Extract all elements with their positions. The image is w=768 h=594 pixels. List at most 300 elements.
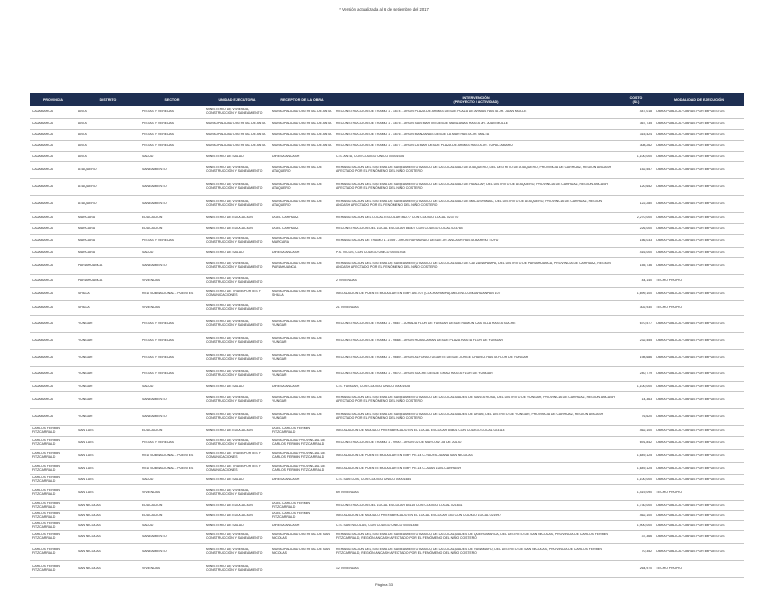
table-row	[30, 316, 744, 333]
cell-modalidad: OBRA PÚBLICA / OBRAS POR IMPUESTOS	[656, 154, 725, 158]
cell-unidad-ejecutora: MUNICIPALIDAD DISTRITAL DE ANTA	[206, 144, 266, 148]
cell-modalidad: TECHO PROPIO	[656, 567, 682, 571]
cell-sector: PISTAS Y VEREDAS	[142, 372, 175, 376]
table-row	[30, 561, 744, 578]
cell-intervencion: REHABILITACIÓN DEL SISTEMA DE SANEAMIENTO BÁSICO DE LA LOCALIDAD DE MACUSPAMAC, DEL DISTRITO DE ATAQUERO, PROVINCIA DE CARHUAZ, REGIÓN ANCASH AFECTADO POR EL FENÓMENO DEL NIÑO COSTERO	[336, 200, 602, 207]
cell-modalidad: OBRA PÚBLICA / OBRAS POR IMPUESTOS	[656, 356, 725, 360]
cell-unidad-ejecutora: MINISTERIO DE VIVIENDA, CONSTRUCCIÓN Y SANEAMIENTO	[206, 354, 263, 361]
cell-distrito: SAN NICOLAS	[78, 503, 101, 507]
cell-modalidad: OBRA PÚBLICA / OBRAS POR IMPUESTOS	[656, 535, 725, 539]
cell-sector: PISTAS Y VEREDAS	[142, 441, 175, 445]
cell-distrito: ANTA	[78, 122, 87, 126]
cell-provincia: CARLOS FERMIN FITZCARRALD	[32, 427, 60, 434]
cell-provincia: CAJAMARCA	[32, 250, 53, 254]
table-row	[30, 531, 744, 544]
cell-costo: 152,557	[639, 168, 652, 172]
cell-sector: PISTAS Y VEREDAS	[142, 339, 175, 343]
cell-costo: 2,270,000	[636, 216, 652, 220]
cell-intervencion: 21 VIVIENDAS	[336, 306, 359, 310]
cell-receptor: DIRESA ANCASH	[272, 384, 300, 388]
header-modalidad: MODALIDAD DE EJECUCIÓN	[674, 97, 724, 102]
cell-intervencion: C.S. SAN LUIS, CON CÓDIGO ÚNICO 00001484	[336, 477, 411, 481]
cell-receptor: UGEL CARLOS FERMIN FITZCARRALD	[272, 501, 310, 509]
cell-distrito: MARCARA	[78, 227, 95, 231]
cell-modalidad: OBRA PÚBLICA / OBRAS POR IMPUESTOS	[656, 477, 725, 481]
cell-modalidad: OBRA PÚBLICA / OBRAS POR IMPUESTOS	[656, 250, 725, 254]
cell-receptor: DIRESA ANCASH	[272, 154, 300, 158]
cell-provincia: CARLOS FERMIN FITZCARRALD	[32, 533, 60, 540]
cell-unidad-ejecutora: MINISTERIO DE SALUD	[206, 523, 244, 527]
cell-receptor: MUNICIPALIDAD DISTRITAL DE ATAQUERO	[272, 200, 322, 207]
cell-costo: 240,779	[639, 372, 652, 376]
cell-unidad-ejecutora: MINISTERIO DE VIVIENDA, CONSTRUCCIÓN Y SANEAMIENTO	[206, 304, 263, 311]
cell-unidad-ejecutora: MINISTERIO DE VIVIENDA, CONSTRUCCIÓN Y SANEAMIENTO	[206, 262, 263, 269]
cell-provincia: CAJAMARCA	[32, 216, 53, 220]
cell-receptor: MUNICIPALIDAD DISTRITAL DE YUNGAR	[272, 320, 322, 327]
cell-provincia: CARLOS FERMIN FITZCARRALD	[32, 439, 60, 446]
cell-provincia: CAJAMARCA	[32, 322, 53, 326]
cell-intervencion: RECONSTRUCCIÓN DE TRAMO 1 - 1674 - JIRÓN PLAZA DE ARMAS DESDE PLAZA DE ARMAS HASTA JR. JUAN MOLLE	[336, 110, 527, 114]
cell-receptor: MUNICIPALIDAD DISTRITAL DE ATAQUERO	[272, 183, 322, 190]
cell-unidad-ejecutora: MINISTERIO DE TRANSPORTES Y COMUNICACIONES	[206, 452, 261, 459]
header-intervencion: INTERVENCIÓN (PROYECTO / ACTIVIDAD)	[453, 95, 499, 104]
cell-provincia: CARLOS FERMIN FITZCARRALD	[32, 452, 60, 459]
table-row	[30, 235, 744, 248]
cell-costo: 198,686	[639, 356, 652, 360]
cell-receptor: MUNICIPALIDAD PROVINCIAL DE CARLOS FERMIN FITZCARRALD	[272, 452, 326, 459]
cell-unidad-ejecutora: MINISTERIO DE EDUCACIÓN	[206, 227, 253, 231]
cell-unidad-ejecutora: MINISTERIO DE EDUCACIÓN	[206, 216, 253, 220]
cell-unidad-ejecutora: MINISTERIO DE SALUD	[206, 250, 244, 254]
cell-provincia: CAJAMARCA	[32, 110, 53, 114]
cell-intervencion: RECONSTRUCCIÓN DEL LOCAL ESCOLAR 86307 CON CÓDIGO LOCAL 023784	[336, 227, 463, 231]
table-row	[30, 141, 744, 152]
cell-sector: EDUCACIÓN	[142, 503, 163, 507]
table-row	[30, 179, 744, 196]
cell-sector: SALUD	[142, 250, 154, 254]
cell-modalidad: TECHO PROPIO	[656, 490, 682, 494]
cell-intervencion: C.S. YUNGAR, CON CÓDIGO ÚNICO 00001928	[336, 384, 410, 388]
cell-costo: 315,424	[639, 133, 652, 137]
cell-intervencion: REHABILITACIÓN DEL SISTEMA DE SANEAMIENTO BÁSICO DE LA LOCALIDADES DE SANTA ROSA, DEL DISTRITO DE YUNGAR, PROVINCIA DE CARHUAZ, REGIÓN ANCASH AFECTADO POR EL FENÓMENO DEL NIÑO COSTERO	[336, 396, 615, 403]
cell-sector: PISTAS Y VEREDAS	[142, 144, 175, 148]
table-row	[30, 248, 744, 258]
cell-unidad-ejecutora: MINISTERIO DE VIVIENDA, CONSTRUCCIÓN Y SANEAMIENTO	[206, 200, 263, 207]
cell-sector: EDUCACIÓN	[142, 227, 163, 231]
cell-intervencion: RECONSTRUCCIÓN DE TRAMO 1 - 9668 - JIRÓN HUASCARAN DESDE PLAZA HASTA FLOR DE YUNGAR	[336, 339, 503, 343]
table-row	[30, 485, 744, 501]
cell-distrito: YUNGAR	[78, 372, 93, 376]
cell-distrito: ANTA	[78, 110, 87, 114]
cell-intervencion: REHABILITACIÓN DEL SISTEMA DE SANEAMIENTO BÁSICO DE LA LOCALIDADES DE YANAMAYO, DEL DISTRITO DE SAN NICOLAS, PROVINCIA DE CARLOS FERMIN FITZCARRALD, REGIÓN ANCASH AFECTADO POR EL FENÓMENO DEL NIÑO COSTERO	[336, 548, 602, 555]
cell-receptor: DIRESA ANCASH	[272, 523, 300, 527]
cell-provincia: CAJAMARCA	[32, 384, 53, 388]
cell-distrito: SAN LUIS	[78, 454, 94, 458]
cell-costo: 1,100,000	[636, 384, 652, 388]
cell-receptor: MUNICIPALIDAD DISTRITAL DE MARCARA	[272, 237, 322, 244]
cell-distrito: ATAQUERO	[78, 168, 97, 172]
cell-provincia: CAJAMARCA	[32, 185, 53, 189]
cell-sector: SANEAMIENTO	[142, 535, 167, 539]
cell-costo: 155,736	[639, 264, 652, 268]
header-receptor: RECEPTOR DE LA OBRA	[280, 97, 324, 102]
cell-provincia: CAJAMARCA	[32, 154, 53, 158]
cell-unidad-ejecutora: MINISTERIO DE EDUCACIÓN	[206, 503, 253, 507]
cell-distrito: YUNGAR	[78, 398, 93, 402]
cell-receptor: MUNICIPALIDAD DISTRITAL DE PARIAHUANCA	[272, 262, 322, 269]
cell-costo: 1,649,125	[636, 454, 652, 458]
cell-unidad-ejecutora: MINISTERIO DE VIVIENDA, CONSTRUCCIÓN Y SANEAMIENTO	[206, 413, 263, 420]
cell-distrito: SAN NICOLAS	[78, 535, 101, 539]
table-row	[30, 521, 744, 531]
cell-modalidad: OBRA PÚBLICA / OBRAS POR IMPUESTOS	[656, 429, 725, 433]
table-row	[30, 463, 744, 475]
table-row	[30, 450, 744, 463]
cell-intervencion: RECONSTRUCCIÓN DE TRAMO 1 - 9667 - JURADA FLOR DE YUNGAR DESDE RAMÓN CASTILLA HASTA SUCRE	[336, 322, 516, 326]
cell-sector: SALUD	[142, 384, 154, 388]
cell-provincia: CAJAMARCA	[32, 415, 53, 419]
table-row	[30, 333, 744, 350]
cell-modalidad: TECHO PROPIO	[656, 279, 682, 283]
header-unidad-ejecutora: UNIDAD EJECUTORA	[218, 97, 256, 102]
table-row	[30, 544, 744, 561]
version-note: * Versión actualizada al 6 de setiembre del 2017	[339, 7, 429, 12]
cell-costo: 226,000	[639, 227, 652, 231]
table-row	[30, 301, 744, 316]
cell-modalidad: OBRA PÚBLICA / OBRAS POR IMPUESTOS	[656, 523, 725, 527]
cell-unidad-ejecutora: MUNICIPALIDAD DISTRITAL DE ANTA	[206, 122, 266, 126]
cell-sector: VIVIENDAS	[142, 279, 161, 283]
cell-modalidad: OBRA PÚBLICA / OBRAS POR IMPUESTOS	[656, 513, 725, 517]
cell-modalidad: OBRA PÚBLICA / OBRAS POR IMPUESTOS	[656, 239, 725, 243]
cell-costo: 691,842	[639, 441, 652, 445]
table-row	[30, 224, 744, 235]
cell-sector: EDUCACIÓN	[142, 429, 163, 433]
cell-receptor: MUNICIPALIDAD PROVINCIAL DE CARLOS FERMIN FITZCARRALD	[272, 439, 326, 446]
cell-provincia: CAJAMARCA	[32, 144, 53, 148]
cell-costo: 70,352	[641, 550, 652, 554]
cell-distrito: YUNGAR	[78, 415, 93, 419]
cell-sector: SANEAMIENTO	[142, 264, 167, 268]
table-row	[30, 475, 744, 485]
cell-costo: 447,018	[639, 110, 652, 114]
cell-sector: SANEAMIENTO	[142, 168, 167, 172]
cell-sector: PISTAS Y VEREDAS	[142, 356, 175, 360]
cell-modalidad: OBRA PÚBLICA / OBRAS POR IMPUESTOS	[656, 144, 725, 148]
cell-sector: SANEAMIENTO	[142, 398, 167, 402]
cell-receptor: MUNICIPALIDAD DISTRITAL DE ANTA	[272, 122, 332, 126]
table-row	[30, 501, 744, 511]
table-row	[30, 119, 744, 130]
header-sector: SECTOR	[164, 97, 180, 102]
cell-distrito: SAN NICOLAS	[78, 513, 101, 517]
cell-costo: 462,100	[639, 513, 652, 517]
table-row	[30, 409, 744, 426]
cell-receptor: MUNICIPALIDAD DISTRITAL DE ANTA	[272, 133, 332, 137]
cell-distrito: SAN NICOLAS	[78, 550, 101, 554]
cell-modalidad: OBRA PÚBLICA / OBRAS POR IMPUESTOS	[656, 322, 725, 326]
cell-provincia: CAJAMARCA	[32, 122, 53, 126]
table-row	[30, 213, 744, 224]
cell-receptor: MUNICIPALIDAD DISTRITAL DE ANTA	[272, 110, 332, 114]
cell-intervencion: INSTALACIÓN DE MÓDULO PREFABRICADO EN EL LOCAL ESCOLAR 84601 CON CÓDIGO LOCAL 023114	[336, 429, 505, 433]
cell-sector: PISTAS Y VEREDAS	[142, 122, 175, 126]
cell-costo: 76,620	[641, 415, 652, 419]
cell-provincia: CARLOS FERMIN FITZCARRALD	[32, 501, 60, 509]
cell-costo: 367,735	[639, 122, 652, 126]
cell-costo: 1,100,000	[636, 154, 652, 158]
cell-unidad-ejecutora: MINISTERIO DE VIVIENDA, CONSTRUCCIÓN Y SANEAMIENTO	[206, 396, 263, 403]
cell-intervencion: 12 VIVIENDAS	[336, 567, 359, 571]
cell-modalidad: OBRA PÚBLICA / OBRAS POR IMPUESTOS	[656, 466, 725, 470]
cell-modalidad: OBRA PÚBLICA / OBRAS POR IMPUESTOS	[656, 202, 725, 206]
cell-sector: SANEAMIENTO	[142, 550, 167, 554]
header-distrito: DISTRITO	[99, 97, 117, 102]
cell-costo: 44,140	[641, 279, 652, 283]
cell-intervencion: INSTALACIÓN DE PUENTE MODULAR EN EMP. PE-14 C-YAUYA-JUANA SAN NICOLAS	[336, 454, 473, 458]
table-row	[30, 162, 744, 179]
cell-intervencion: RECONSTRUCCIÓN DEL LOCAL ESCOLAR 84115 CON CÓDIGO LOCAL 021831	[336, 503, 463, 507]
cell-provincia: CAJAMARCA	[32, 356, 53, 360]
table-row	[30, 196, 744, 213]
cell-modalidad: OBRA PÚBLICA / OBRAS POR IMPUESTOS	[656, 372, 725, 376]
cell-modalidad: OBRA PÚBLICA / OBRAS POR IMPUESTOS	[656, 550, 725, 554]
cell-intervencion: REHABILITACIÓN DEL SISTEMA DE SANEAMIENTO BÁSICO DE LA LOCALIDAD DE CATZANAPAMPA, DEL DISTRITO DE PARIAHUANCA, PROVINCIA DE CARHUAZ, REGIÓN ANCASH AFECTADO POR EL FENÓMENO DEL NIÑO COSTERO	[336, 262, 611, 269]
cell-unidad-ejecutora: MINISTERIO DE TRANSPORTES Y COMUNICACIONES	[206, 290, 261, 297]
table-row	[30, 258, 744, 275]
cell-unidad-ejecutora: MINISTERIO DE VIVIENDA, CONSTRUCCIÓN Y SANEAMIENTO	[206, 439, 263, 446]
table-row	[30, 367, 744, 382]
cell-unidad-ejecutora: MINISTERIO DE VIVIENDA, CONSTRUCCIÓN Y SANEAMIENTO	[206, 183, 263, 190]
table-row	[30, 392, 744, 409]
cell-receptor: MUNICIPALIDAD DISTRITAL DE SAN NICOLAS	[272, 548, 330, 555]
cell-intervencion: RECONSTRUCCIÓN DE TRAMO 1 - 9670 - JIRÓN SUCRE DESDE GRAU HASTA FLOR DE YUNGAR	[336, 372, 493, 376]
cell-sector: SANEAMIENTO	[142, 202, 167, 206]
table-row	[30, 426, 744, 437]
cell-sector: RED SUBNACIONAL - PUENTES	[142, 292, 194, 296]
cell-costo: 37,366	[641, 535, 652, 539]
cell-modalidad: OBRA PÚBLICA / OBRAS POR IMPUESTOS	[656, 122, 725, 126]
cell-costo: 1,699,100	[636, 292, 652, 296]
cell-distrito: PARIAHUANCA	[78, 264, 103, 268]
cell-receptor: UGEL CARLOS FERMIN FITZCARRALD	[272, 511, 310, 519]
cell-receptor: MUNICIPALIDAD DISTRITAL DE ATAQUERO	[272, 166, 322, 173]
cell-distrito: ATAQUERO	[78, 185, 97, 189]
cell-costo: 1,900,000	[636, 523, 652, 527]
cell-distrito: ANTA	[78, 154, 87, 158]
cell-sector: RED SUBNACIONAL - PUENTES	[142, 454, 194, 458]
cell-costo: 1,419,090	[636, 490, 652, 494]
cell-receptor: DIRESA ANCASH	[272, 477, 300, 481]
table-row	[30, 152, 744, 162]
table-header	[30, 93, 744, 106]
cell-unidad-ejecutora: MINISTERIO DE VIVIENDA, CONSTRUCCIÓN Y SANEAMIENTO	[206, 565, 263, 572]
cell-costo: 416,000	[639, 250, 652, 254]
cell-provincia: CAJAMARCA	[32, 279, 53, 283]
cell-distrito: SAN LUIS	[78, 441, 94, 445]
cell-intervencion: RECONSTRUCCIÓN DE TRAMO 1 - 1677 - JIRÓN LA MAR DESDE PLAZA DE ARMAS HASTA JR. TUPAC AMARU	[336, 144, 513, 148]
cell-intervencion: INSTALACIÓN DE PUENTE MODULAR EN EMP. AN-707 (COCHAPAMPA)-MELENI-CONGAHUANPAN 107	[336, 292, 501, 296]
cell-distrito: ANTA	[78, 144, 87, 148]
cell-unidad-ejecutora: MINISTERIO DE VIVIENDA, CONSTRUCCIÓN Y SANEAMIENTO	[206, 488, 263, 496]
cell-distrito: SAN LUIS	[78, 477, 94, 481]
cell-provincia: CAJAMARCA	[32, 292, 53, 296]
cell-intervencion: C.S. SAN NICOLAS, CON CÓDIGO ÚNICO 00001485	[336, 523, 419, 527]
cell-modalidad: OBRA PÚBLICA / OBRAS POR IMPUESTOS	[656, 133, 725, 137]
cell-distrito: SAN LUIS	[78, 490, 94, 494]
cell-costo: 302,930	[639, 306, 652, 310]
cell-costo: 156,033	[639, 239, 652, 243]
cell-intervencion: RECONSTRUCCIÓN DE TRAMO 1 - 1675 - JIRÓN SAN MARTÍN DESDE MANZANAS HASTA JR. JUAN MOLLE	[336, 122, 509, 126]
cell-costo: 232,455	[639, 339, 652, 343]
cell-unidad-ejecutora: MINISTERIO DE SALUD	[206, 477, 244, 481]
cell-modalidad: OBRA PÚBLICA / OBRAS POR IMPUESTOS	[656, 339, 725, 343]
cell-unidad-ejecutora: MINISTERIO DE VIVIENDA, CONSTRUCCIÓN Y SANEAMIENTO	[206, 166, 263, 173]
cell-modalidad: OBRA PÚBLICA / OBRAS POR IMPUESTOS	[656, 110, 725, 114]
cell-distrito: SAN NICOLAS	[78, 523, 101, 527]
cell-modalidad: OBRA PÚBLICA / OBRAS POR IMPUESTOS	[656, 398, 725, 402]
cell-sector: PISTAS Y VEREDAS	[142, 322, 175, 326]
cell-modalidad: OBRA PÚBLICA / OBRAS POR IMPUESTOS	[656, 216, 725, 220]
cell-costo: 1,100,000	[636, 477, 652, 481]
cell-intervencion: RECONSTRUCCIÓN DE TRAMO 1 - 9900 - JIRÓN 02 DE MAYO AV. 28 DE JULIO	[336, 441, 462, 445]
projects-table	[30, 93, 744, 578]
table-row	[30, 106, 744, 119]
cell-intervencion: REHABILITACIÓN DEL LOCAL ESCOLAR 86277 CON CÓDIGO LOCAL 023770	[336, 216, 459, 220]
cell-distrito: SAN LUIS	[78, 429, 94, 433]
cell-unidad-ejecutora: MINISTERIO DE EDUCACIÓN	[206, 429, 253, 433]
table-row	[30, 288, 744, 301]
table-row	[30, 511, 744, 521]
cell-distrito: MARCARA	[78, 250, 95, 254]
cell-modalidad: OBRA PÚBLICA / OBRAS POR IMPUESTOS	[656, 454, 725, 458]
cell-receptor: UGEL CARLOS FERMIN FITZCARRALD	[272, 427, 310, 434]
cell-receptor: UGEL CARHUAZ	[272, 216, 299, 220]
cell-modalidad: OBRA PÚBLICA / OBRAS POR IMPUESTOS	[656, 264, 725, 268]
cell-provincia: CAJAMARCA	[32, 339, 53, 343]
cell-modalidad: OBRA PÚBLICA / OBRAS POR IMPUESTOS	[656, 168, 725, 172]
cell-costo: 462,100	[639, 429, 652, 433]
cell-intervencion: C.S. ANTA, CON CÓDIGO ÚNICO 00001926	[336, 154, 405, 158]
cell-distrito: YUNGAR	[78, 356, 93, 360]
cell-provincia: CAJAMARCA	[32, 264, 53, 268]
cell-intervencion: REHABILITACIÓN DE TRAMO 1 -1939 - JIRÓN RAYMUNDO DESDE JR. ANCASH HASTA BARRIO TUYU	[336, 239, 499, 243]
cell-unidad-ejecutora: MINISTERIO DE VIVIENDA, CONSTRUCCIÓN Y SANEAMIENTO	[206, 320, 263, 327]
cell-intervencion: 2 VIVIENDAS	[336, 279, 357, 283]
cell-distrito: PARIAHUANCA	[78, 279, 103, 283]
cell-provincia: CAJAMARCA	[32, 239, 53, 243]
cell-unidad-ejecutora: MINISTERIO DE TRANSPORTES Y COMUNICACIONES	[206, 464, 261, 472]
cell-costo: 120,652	[639, 185, 652, 189]
cell-provincia: CARLOS FERMIN FITZCARRALD	[32, 521, 60, 529]
cell-sector: RED SUBNACIONAL - PUENTES	[142, 466, 194, 470]
cell-receptor: MUNICIPALIDAD DISTRITAL DE YUNGAR	[272, 413, 322, 420]
cell-unidad-ejecutora: MINISTERIO DE VIVIENDA, CONSTRUCCIÓN Y SANEAMIENTO	[206, 548, 263, 555]
cell-modalidad: OBRA PÚBLICA / OBRAS POR IMPUESTOS	[656, 185, 725, 189]
cell-sector: VIVIENDAS	[142, 490, 161, 494]
cell-receptor: MUNICIPALIDAD DISTRITAL DE ANTA	[272, 144, 332, 148]
cell-costo: 1,649,125	[636, 466, 652, 470]
cell-distrito: MARCARA	[78, 239, 95, 243]
cell-distrito: SHILLA	[78, 292, 90, 296]
cell-unidad-ejecutora: MINISTERIO DE EDUCACIÓN	[206, 513, 253, 517]
cell-provincia: CARLOS FERMIN FITZCARRALD	[32, 475, 60, 483]
cell-modalidad: OBRA PÚBLICA / OBRAS POR IMPUESTOS	[656, 415, 725, 419]
cell-sector: SALUD	[142, 154, 154, 158]
cell-unidad-ejecutora: MINISTERIO DE VIVIENDA, CONSTRUCCIÓN Y SANEAMIENTO	[206, 370, 263, 377]
cell-provincia: CAJAMARCA	[32, 168, 53, 172]
cell-receptor: DIRESA ANCASH	[272, 250, 300, 254]
cell-provincia: CARLOS FERMIN FITZCARRALD	[32, 464, 60, 472]
cell-sector: SANEAMIENTO	[142, 185, 167, 189]
cell-provincia: CAJAMARCA	[32, 306, 53, 310]
cell-sector: VIVIENDAS	[142, 306, 161, 310]
cell-receptor: MUNICIPALIDAD DISTRITAL DE YUNGAR	[272, 370, 322, 377]
table-row	[30, 350, 744, 367]
cell-sector: PISTAS Y VEREDAS	[142, 110, 175, 114]
cell-provincia: CAJAMARCA	[32, 133, 53, 137]
cell-costo: 14,363	[641, 398, 652, 402]
cell-sector: SALUD	[142, 523, 154, 527]
cell-provincia: CAJAMARCA	[32, 398, 53, 402]
cell-distrito: YUNGAR	[78, 384, 93, 388]
cell-unidad-ejecutora: MINISTERIO DE VIVIENDA, CONSTRUCCIÓN Y SANEAMIENTO	[206, 533, 263, 540]
header-provincia: PROVINCIA	[43, 97, 63, 102]
cell-distrito: YUNGAR	[78, 339, 93, 343]
cell-unidad-ejecutora: MINISTERIO DE SALUD	[206, 384, 244, 388]
table-body	[30, 106, 744, 578]
cell-intervencion: REHABILITACIÓN DEL SISTEMA DE SANEAMIENTO BÁSICO DE LA LOCALIDAD DE HUALLAP, DEL DISTRITO DE ATAQUERO, PROVINCIA DE CARHUAZ, REGIÓN ANCASH AFECTADO POR EL FENÓMENO DEL NIÑO COSTERO	[336, 183, 608, 190]
cell-distrito: YUNGAR	[78, 322, 93, 326]
cell-provincia: CARLOS FERMIN FITZCARRALD	[32, 548, 60, 555]
cell-intervencion: REHABILITACIÓN DEL SISTEMA DE SANEAMIENTO BÁSICO DE LA LOCALIDADES DE QUEROMARCA, DEL DISTRITO DE SAN NICOLAS, PROVINCIA DE CARLOS FERMIN FITZCARRALD, REGIÓN ANCASH AFECTADO POR EL FENÓMENO DEL NIÑO COSTERO	[336, 533, 608, 540]
page-number: Página 33	[374, 582, 393, 587]
cell-intervencion: REHABILITACIÓN DEL SISTEMA DE SANEAMIENTO BÁSICO DE LA LOCALIDADES DE URAN, DEL DISTRITO DE YUNGAR, PROVINCIA DE CARHUAZ, REGIÓN ANCASH AFECTADO POR EL FENÓMENO DEL NIÑO COSTERO	[336, 413, 604, 420]
cell-sector: VIVIENDAS	[142, 567, 161, 571]
cell-provincia: CAJAMARCA	[32, 372, 53, 376]
cell-distrito: MARCARA	[78, 216, 95, 220]
cell-sector: EDUCACIÓN	[142, 216, 163, 220]
cell-distrito: SAN LUIS	[78, 466, 94, 470]
cell-provincia: CAJAMARCA	[32, 202, 53, 206]
cell-distrito: SAN NICOLAS	[78, 567, 101, 571]
cell-modalidad: OBRA PÚBLICA / OBRAS POR IMPUESTOS	[656, 503, 725, 507]
cell-sector: EDUCACIÓN	[142, 513, 163, 517]
cell-sector: PISTAS Y VEREDAS	[142, 239, 175, 243]
cell-costo: 122,280	[639, 202, 652, 206]
cell-modalidad: TECHO PROPIO	[656, 306, 682, 310]
cell-costo: 308,262	[639, 144, 652, 148]
table-row	[30, 382, 744, 392]
cell-unidad-ejecutora: MINISTERIO DE SALUD	[206, 154, 244, 158]
cell-intervencion: REHABILITACIÓN DEL SISTEMA DE SANEAMIENTO BÁSICO DE LA LOCALIDAD DE ATAQUERO, DEL DISTRITO DE ATAQUERO, PROVINCIA DE CARHUAZ, REGIÓN ANCASH AFECTADO POR EL FENÓMENO DEL NIÑO COSTERO	[336, 166, 612, 173]
cell-receptor: MUNICIPALIDAD PROVINCIAL DE CARLOS FERMIN FITZCARRALD	[272, 464, 326, 472]
cell-modalidad: OBRA PÚBLICA / OBRAS POR IMPUESTOS	[656, 292, 725, 296]
cell-intervencion: INSTALACIÓN DE MÓDULO PREFABRICADO EN EL LOCAL ESCOLAR 153 CON CÓDIGO LOCAL 021997	[336, 513, 501, 517]
cell-provincia: CARLOS FERMIN FITZCARRALD	[32, 511, 60, 519]
cell-modalidad: OBRA PÚBLICA / OBRAS POR IMPUESTOS	[656, 441, 725, 445]
cell-receptor: MUNICIPALIDAD DISTRITAL DE YUNGAR	[272, 396, 322, 403]
cell-provincia: CARLOS FERMIN FITZCARRALD	[32, 488, 60, 496]
cell-unidad-ejecutora: MINISTERIO DE VIVIENDA, CONSTRUCCIÓN Y SANEAMIENTO	[206, 277, 263, 284]
cell-modalidad: OBRA PÚBLICA / OBRAS POR IMPUESTOS	[656, 384, 725, 388]
cell-unidad-ejecutora: MINISTERIO DE VIVIENDA, CONSTRUCCIÓN Y SANEAMIENTO	[206, 237, 263, 244]
cell-costo: 264,970	[639, 567, 652, 571]
cell-unidad-ejecutora: MINISTERIO DE VIVIENDA, CONSTRUCCIÓN Y SANEAMIENTO	[206, 108, 263, 115]
table-row	[30, 130, 744, 141]
cell-receptor: MUNICIPALIDAD DISTRITAL DE YUNGAR	[272, 354, 322, 361]
header-costo: COSTO (S/.)	[629, 95, 643, 104]
